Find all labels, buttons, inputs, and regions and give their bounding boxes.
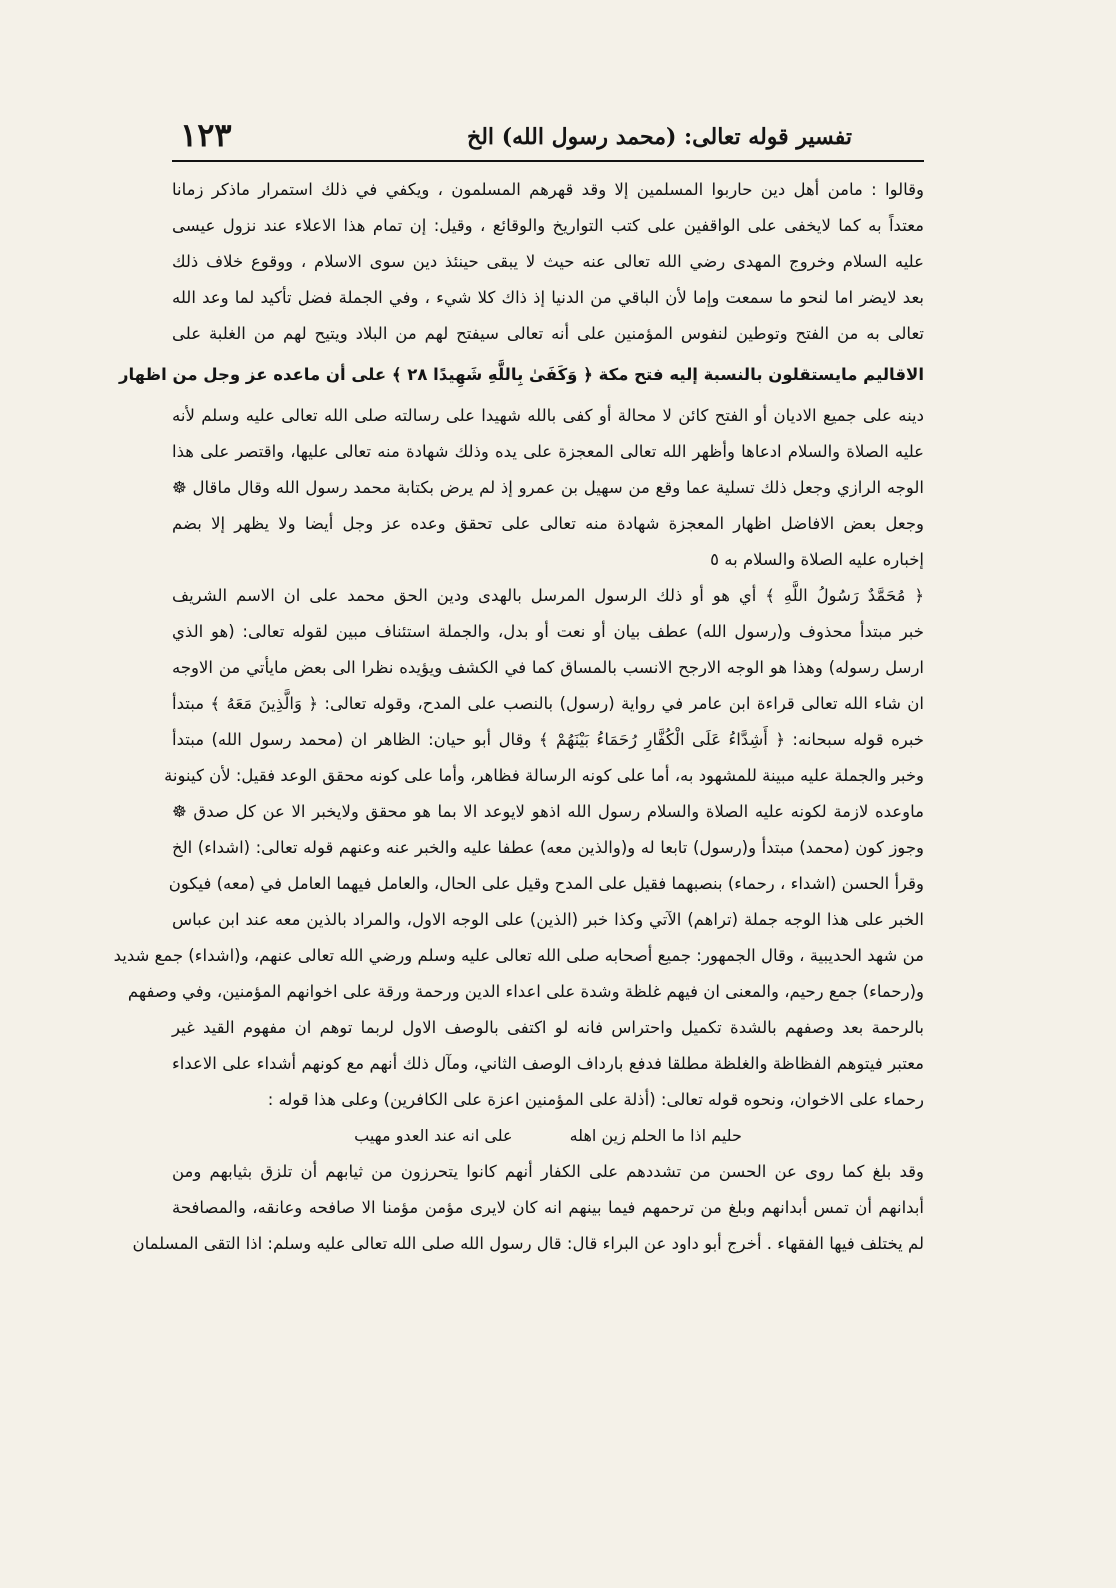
text-line: أبدانهم أن تمس أبدانهم وبلغ من ترحمهم فيما بينهم انه كان لايرى مؤمن مؤمنا الا صافحه وعانقه، والمصافحة <box>172 1198 924 1217</box>
text-line: وقد بلغ كما روى عن الحسن من تشددهم على الكفار أنهم كانوا يتحرزون من ثيابهم أن تلزق بثيابهم ومن <box>172 1162 924 1181</box>
running-title: تفسير قوله تعالى: (محمد رسول الله) الخ <box>467 124 852 150</box>
text-line: ارسل رسوله) وهذا هو الوجه الارجح الانسب بالمساق كما في الكشف ويؤيده نظرا الى بعض مايأتي من الاوجه <box>172 658 924 677</box>
text-line: وقالوا : مامن أهل دين حاربوا المسلمين إلا وقد قهرهم المسلمون ، ويكفي في ذلك استمرار ماذكر زمانا <box>172 180 924 199</box>
text-line: إخباره عليه الصلاة والسلام به ٥ <box>710 550 924 569</box>
text-line: عليه الصلاة والسلام ادعاها وأظهر الله تعالى المعجزة على يده وذلك شهادة منه تعالى عليها، واقتصر على هذا <box>172 442 924 461</box>
text-line: من شهد الحديبية ، وقال الجمهور: جميع أصحابه صلى الله تعالى عليه وسلم ورضي الله تعالى عنهم، و(اشداء) جمع شديد <box>113 946 924 965</box>
text-line: معتداً به كما لايخفى على الواقفين على كتب التواريخ والوقائع ، وقيل: إن تمام هذا الاعلاء عند نزول عيسى <box>172 216 924 235</box>
text-line: تعالى به من الفتح وتوطين لنفوس المؤمنين على أنه تعالى سيفتح لهم من البلاد ويتيح لهم من الغلبة على <box>172 324 924 343</box>
text-line: الوجه الرازي وجعل ذلك تسلية عما وقع من سهيل بن عمرو إذ لم يرض بكتابة محمد رسول الله وقال ماقال ☸ <box>172 478 924 497</box>
page-number: ١٢٣ <box>180 116 232 154</box>
text-line: معتبر فيتوهم الفظاظة والغلظة مطلقا فدفع بارداف الوصف الثاني، ومآل ذلك أنهم مع كونهم أشداء على الاعداء <box>172 1054 924 1073</box>
text-line: و(رحماء) جمع رحيم، والمعنى ان فيهم غلظة وشدة على اعداء الدين ورحمة ورقة على اخوانهم المؤمنين، وفي وصفهم <box>127 982 924 1001</box>
page-body <box>113 172 924 1262</box>
text-line: خبره قوله سبحانه: ﴿ أَشِدَّاءُ عَلَى الْكُفَّارِ رُحَمَاءُ بَيْنَهُمْ ﴾ وقال أبو حيان: الظاهر ان (محمد رسول الله) مبتدأ <box>172 730 924 749</box>
text-line: خبر مبتدأ محذوف و(رسول الله) عطف بيان أو نعت أو بدل، والجملة استئناف مبين لقوله تعالى: (هو الذي <box>172 622 924 641</box>
text-line: بعد لايضر اما لنحو ما سمعت وإما لأن الباقي من الدنيا إذ ذاك كلا شيء ، وفي الجملة فضل تأكيد لما وعد الله <box>172 288 924 307</box>
page-header <box>172 112 952 162</box>
text-line: وجعل بعض الافاضل اظهار المعجزة شهادة منه تعالى على تحقق وعده عز وجل أيضا ولا يظهر إلا بضم <box>172 514 924 533</box>
text-line: ان شاء الله تعالى قراءة ابن عامر في رواية (رسول) بالنصب على المدح، وقوله تعالى: ﴿ وَالَّذِينَ مَعَهُ ﴾ مبتدأ <box>172 694 924 713</box>
text-line: رحماء على الاخوان، ونحوه قوله تعالى: (أذلة على المؤمنين اعزة على الكافرين) وعلى هذا قوله : <box>267 1090 924 1109</box>
text-line: عليه السلام وخروج المهدى رضي الله تعالى عنه حيث لا يبقى حينئذ دين سوى الاسلام ، ووقوع خلاف ذلك <box>172 252 924 271</box>
text-line: لم يختلف فيها الفقهاء . أخرج أبو داود عن البراء قال: قال رسول الله صلى الله تعالى عليه وسلم: اذا التقى المسلمان <box>132 1234 924 1253</box>
text-line: دينه على جميع الاديان أو الفتح كائن لا محالة أو كفى بالله شهيدا على رسالته صلى الله تعالى عليه وسلم لأنه <box>172 406 924 425</box>
poetry-verse: حليم اذا ما الحلم زين اهله ⠀⠀⠀⠀ على انه عند العدو مهيب <box>354 1126 742 1145</box>
text-line: وقرأ الحسن (اشداء ، رحماء) بنصبهما فقيل على المدح وقيل على الحال، والعامل فيهما العامل في (معه) فيكون <box>168 874 924 893</box>
header-divider <box>172 160 924 162</box>
text-line: ماوعده لازمة لكونه عليه الصلاة والسلام رسول الله اذهو لايوعد الا بما هو محقق ولايخبر الا عن كل صدق ☸ <box>172 802 924 821</box>
text-line: وخبر والجملة عليه مبينة للمشهود به، أما على كونه الرسالة فظاهر، وأما على كونه محقق الوعد فقيل: لأن كينونة <box>164 766 924 785</box>
text-line: الاقاليم مايستقلون بالنسبة إليه فتح مكة ﴿ وَكَفَىٰ بِاللَّهِ شَهِيدًا ٢٨ ﴾ على أن ماعده عز وجل من اظهار <box>118 365 924 384</box>
text-line: الخبر على هذا الوجه جملة (تراهم) الآتي وكذا خبر (الذين) على الوجه الاول، والمراد بالذين معه عند ابن عباس <box>172 910 924 929</box>
text-line: ﴿ مُحَمَّدٌ رَسُولُ اللَّهِ ﴾ أي هو أو ذلك الرسول المرسل بالهدى ودين الحق محمد على ان الاسم الشريف <box>172 586 924 605</box>
text-line: وجوز كون (محمد) مبتدأ و(رسول) تابعا له و(والذين معه) عطفا عليه والخبر عنه وعنهم قوله تعالى: (اشداء) الخ <box>172 838 924 857</box>
text-line: بالرحمة بعد وصفهم بالشدة تكميل واحتراس فانه لو اكتفى بالوصف الاول لربما توهم ان مفهوم القيد غير <box>172 1018 924 1037</box>
